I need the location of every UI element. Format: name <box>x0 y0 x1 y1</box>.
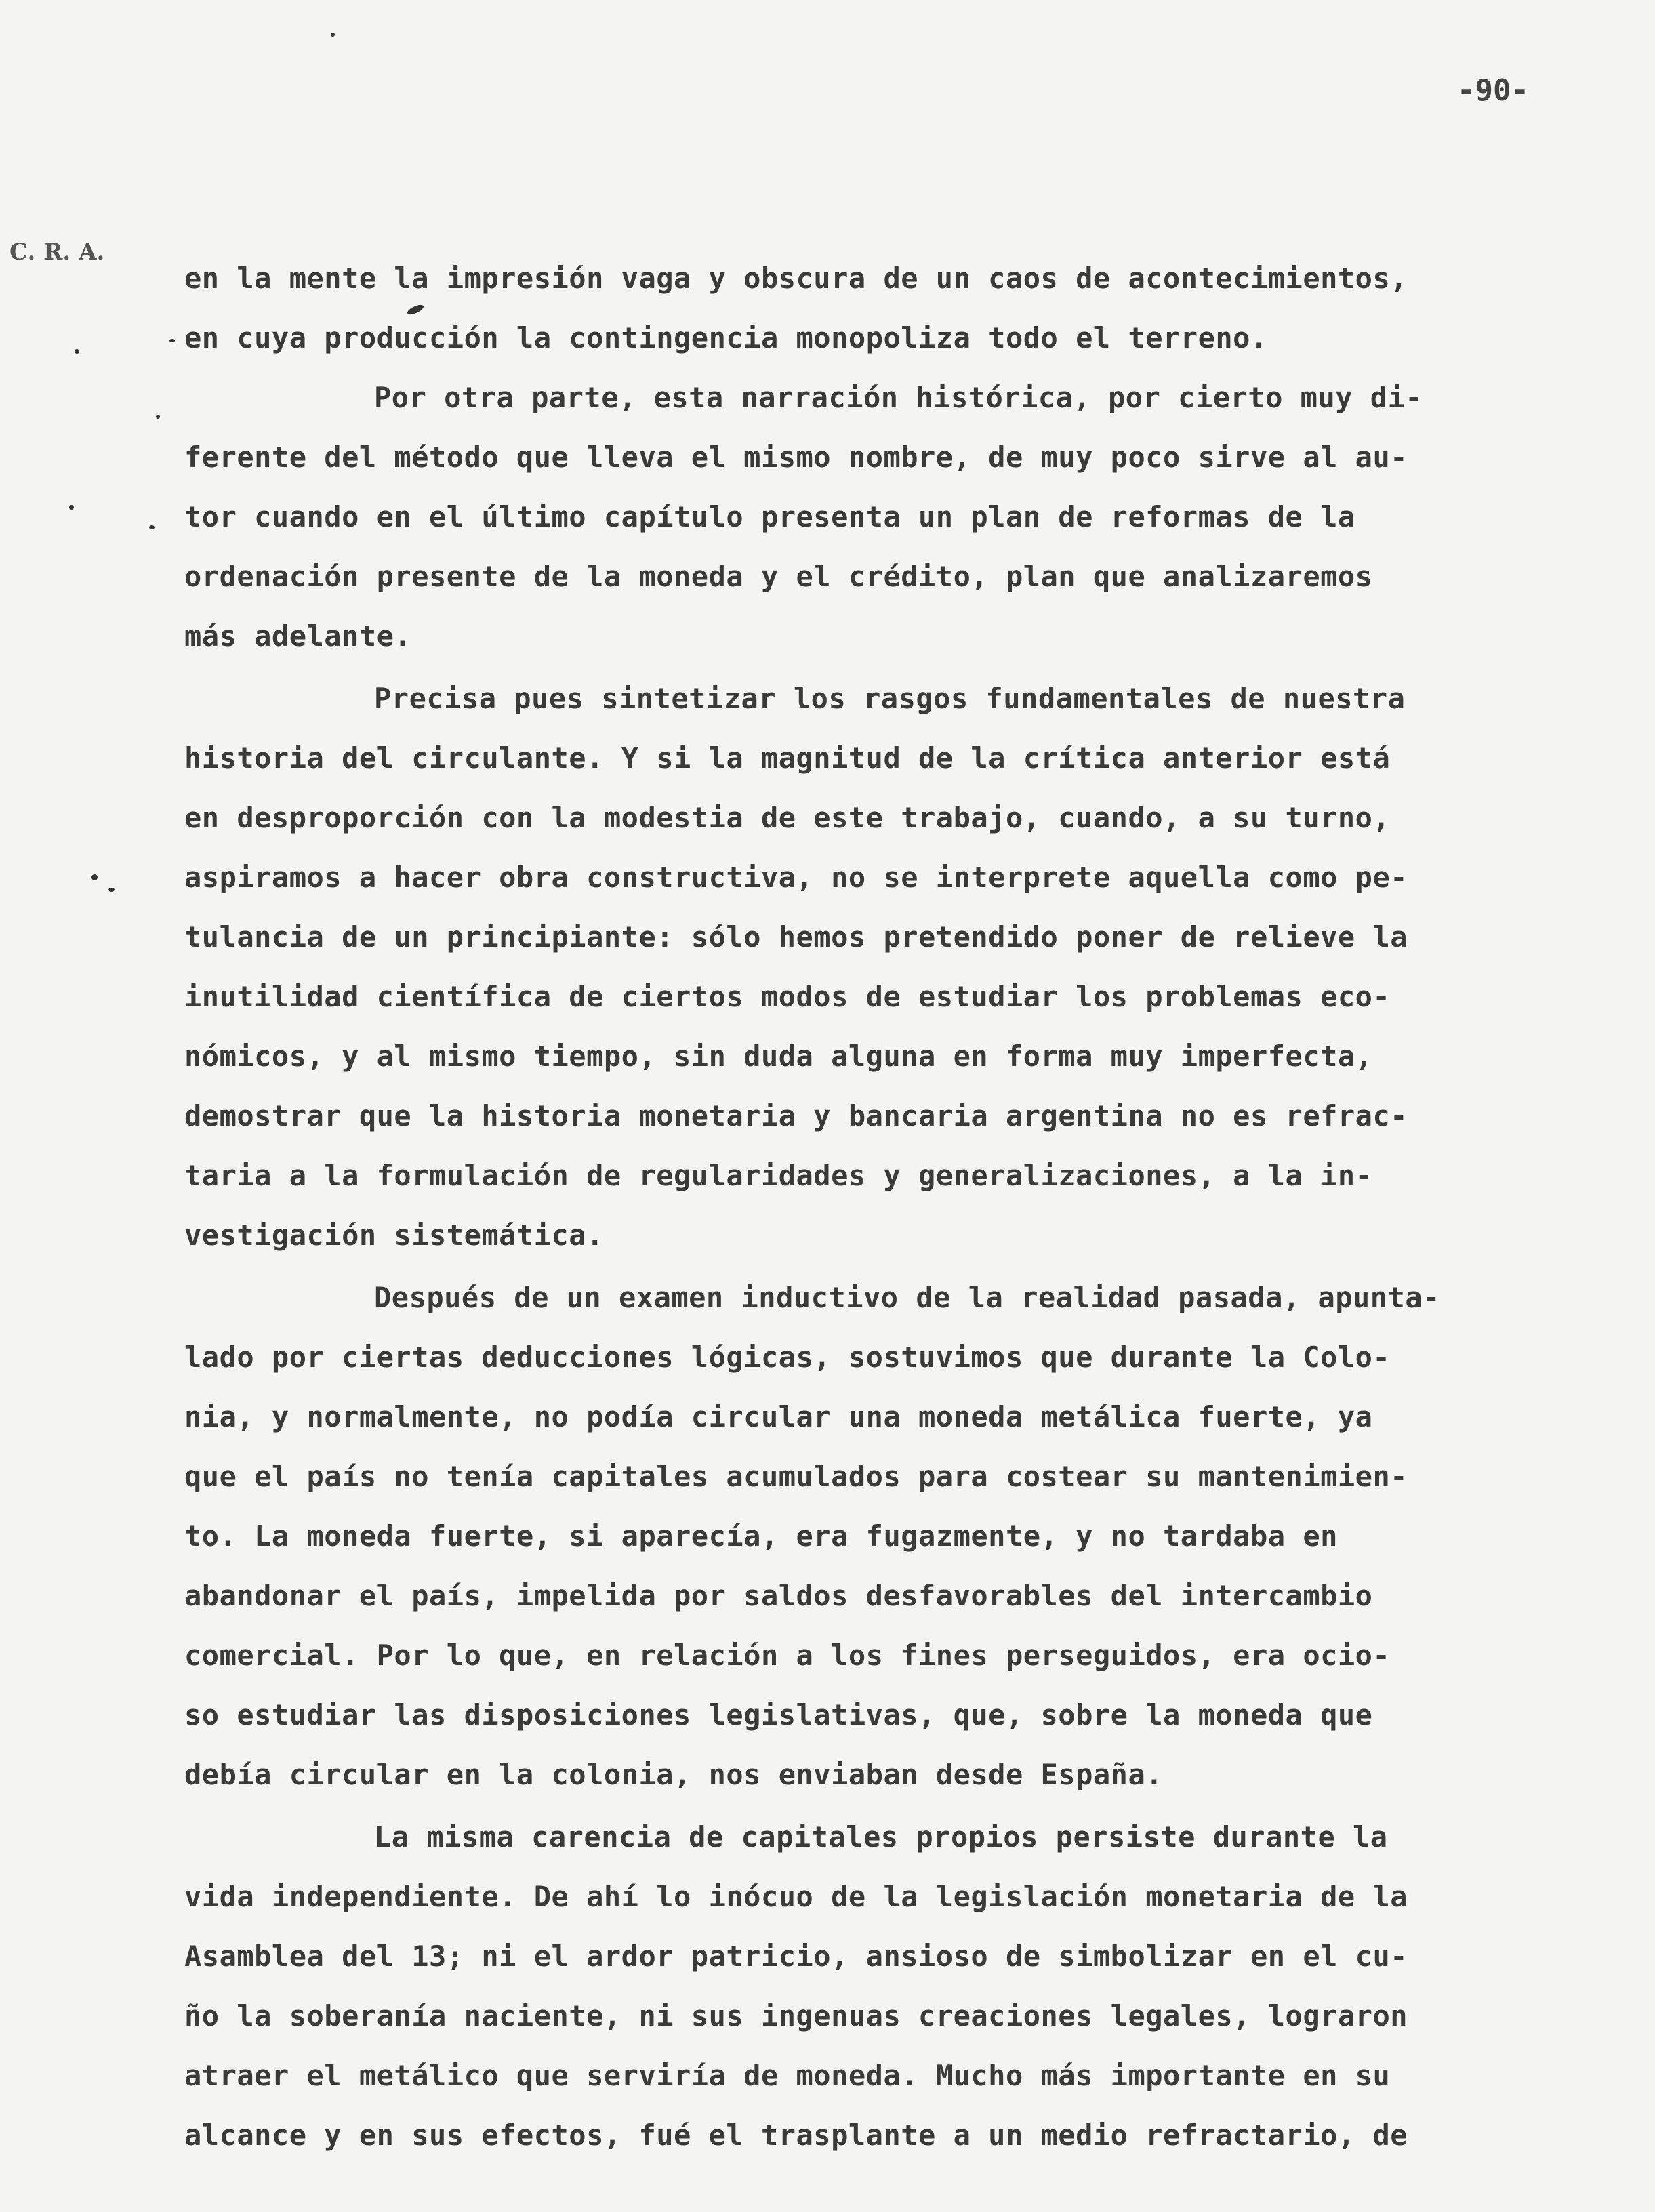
text-line: en desproporción con la modestia de este trabajo, cuando, a su turno, <box>184 801 1391 834</box>
text-line: demostrar que la historia monetaria y bancaria argentina no es refrac- <box>184 1099 1408 1132</box>
text-line: nómicos, y al mismo tiempo, sin duda alguna en forma muy imperfecta, <box>184 1040 1373 1073</box>
text-line: Precisa pues sintetizar los rasgos fundamentales de nuestra <box>374 682 1406 715</box>
text-line: lado por ciertas deducciones lógicas, sostuvimos que durante la Colo- <box>184 1340 1391 1374</box>
scan-speck <box>156 415 160 419</box>
text-line: historia del circulante. Y si la magnitud de la crítica anterior está <box>184 741 1391 775</box>
text-line: ño la soberanía naciente, ni sus ingenuas creaciones legales, lograron <box>184 1999 1408 2032</box>
text-line: tor cuando en el último capítulo presenta un plan de reformas de la <box>184 500 1355 533</box>
text-line: atraer el metálico que serviría de moneda. Mucho más importante en su <box>184 2059 1391 2092</box>
text-line: taria a la formulación de regularidades y generalizaciones, a la in- <box>184 1159 1373 1192</box>
text-line: Asamblea del 13; ni el ardor patricio, ansioso de simbolizar en el cu- <box>184 1940 1408 1973</box>
scan-speck <box>108 888 115 892</box>
text-line: comercial. Por lo que, en relación a los fines perseguidos, era ocio- <box>184 1639 1391 1672</box>
text-line: alcance y en sus efectos, fué el trasplante a un medio refractario, de <box>184 2118 1408 2152</box>
text-line: vestigación sistemática. <box>184 1218 604 1252</box>
text-line: Después de un examen inductivo de la realidad pasada, apunta- <box>374 1281 1440 1314</box>
text-line: inutilidad científica de ciertos modos de estudiar los problemas eco- <box>184 980 1391 1013</box>
text-line: so estudiar las disposiciones legislativas, que, sobre la moneda que <box>184 1698 1373 1732</box>
scan-speck <box>69 505 74 510</box>
text-line: abandonar el país, impelida por saldos desfavorables del intercambio <box>184 1579 1373 1612</box>
text-line: to. La moneda fuerte, si aparecía, era fugazmente, y no tardaba en <box>184 1519 1338 1553</box>
text-line: nia, y normalmente, no podía circular una moneda metálica fuerte, ya <box>184 1400 1373 1433</box>
scan-speck <box>406 303 425 316</box>
scan-speck <box>169 339 175 342</box>
text-line: debía circular en la colonia, nos enviaban desde España. <box>184 1758 1164 1791</box>
scan-speck <box>91 874 98 880</box>
text-line: Por otra parte, esta narración histórica, por cierto muy di- <box>374 381 1423 414</box>
text-line: que el país no tenía capitales acumulados para costear su mantenimien- <box>184 1460 1408 1493</box>
margin-annotation: C. R. A. <box>9 239 105 266</box>
text-line: aspiramos a hacer obra constructiva, no se interprete aquella como pe- <box>184 861 1408 894</box>
scan-speck <box>75 349 79 354</box>
text-line: en cuya producción la contingencia monopoliza todo el terreno. <box>184 321 1268 354</box>
scan-speck <box>331 33 335 37</box>
page-number: -90- <box>1457 73 1529 108</box>
scan-speck <box>149 525 155 529</box>
text-line: vida independiente. De ahí lo inócuo de la legislación monetaria de la <box>184 1880 1408 1913</box>
text-line: en la mente la impresión vaga y obscura de un caos de acontecimientos, <box>184 262 1408 295</box>
text-line: ordenación presente de la moneda y el crédito, plan que analizaremos <box>184 560 1373 593</box>
text-line: ferente del método que lleva el mismo nombre, de muy poco sirve al au- <box>184 441 1408 474</box>
text-line: más adelante. <box>184 619 412 653</box>
text-line: tulancia de un principiante: sólo hemos pretendido poner de relieve la <box>184 920 1408 954</box>
text-line: La misma carencia de capitales propios persiste durante la <box>374 1820 1388 1853</box>
